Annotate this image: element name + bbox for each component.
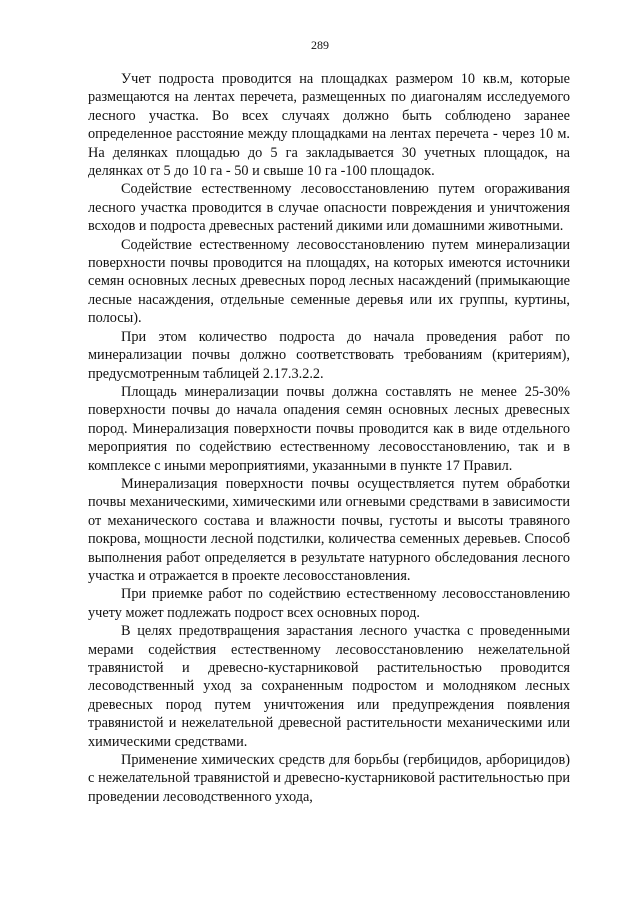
paragraph-undergrowth-requirements: При этом количество подроста до начала проведения работ по минерализации почвы должно соответствовать требованиям (критериям), предусмотренным таблицей 2.17.3.2.2.	[88, 328, 570, 382]
paragraph-silvicultural-care: В целях предотвращения зарастания лесного участка с проведенными мерами содействия естественному лесовосстановлению нежелательной травянистой и древесно-кустарниковой растительностью проводится лесоводственный уход за сохраненным подростом и молодняком лесных древесных пород путем уничтожения или предупреждения появления травянистой и нежелательной древесной растительности механическими или химическими средствами.	[88, 623, 570, 750]
paragraph-soil-mineralization: Содействие естественному лесовосстановлению путем минерализации поверхности почвы проводится на площадях, на которых имеются источники семян основных лесных древесных пород лесных насаждений (примыкающие лесные насаждения, отдельные семенные деревья или их группы, куртины, полосы).	[88, 236, 570, 327]
paragraph-acceptance: При приемке работ по содействию естественному лесовосстановлению учету может подлежать подрост всех основных пород.	[88, 586, 570, 621]
paragraph-mineralization-methods: Минерализация поверхности почвы осуществляется путем обработки почвы механическими, химическими или огневыми средствами в зависимости от механического состава и влажности почвы, густоты и высоты травяного покрова, мощности лесной подстилки, количества семенных деревьев. Способ выполнения работ определяется в результате натурного обследования лесного участка и отражается в проекте лесовосстановления.	[88, 475, 570, 584]
paragraph-tally-plots: Учет подроста проводится на площадках размером 10 кв.м, которые размещаются на лентах перечета, размещенных по диагоналям исследуемого лесного участка. Во всех случаях должно быть соблюдено заранее определенное расстояние между площадками на лентах перечета - через 10 м. На делянках площадью до 5 га закладывается 30 учетных площадок, на делянках от 5 до 10 га - 50 и свыше 10 га -100 площадок.	[88, 71, 570, 180]
page-number: 289	[311, 38, 329, 52]
paragraph-chemical-agents: Применение химических средств для борьбы (гербицидов, арборицидов) с нежелательной травянистой и древесно-кустарниковой растительностью при проведении лесоводственного ухода,	[88, 752, 570, 805]
paragraph-mineralization-area: Площадь минерализации почвы должна составлять не менее 25-30% поверхности почвы до начала опадения семян основных лесных древесных пород. Минерализация поверхности почвы проводится как в виде отдельного мероприятия по содействию естественному лесовосстановлению, так и в комплексе с иными мероприятиями, указанными в пункте 17 Правил.	[88, 383, 570, 474]
paragraph-fencing: Содействие естественному лесовосстановлению путем огораживания лесного участка проводится в случае опасности повреждения и уничтожения всходов и подроста древесных растений дикими или домашними животными.	[88, 181, 570, 235]
page-body	[88, 70, 570, 806]
